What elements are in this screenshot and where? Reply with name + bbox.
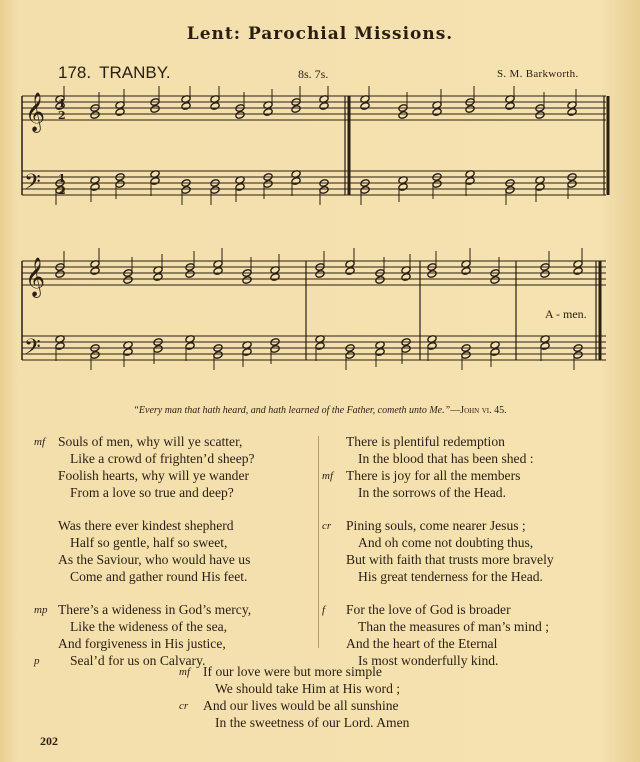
verse-line <box>58 534 255 551</box>
verse-text: Half so gentle, half so sweet, <box>70 535 228 550</box>
verse-line <box>322 517 554 534</box>
note-head <box>153 273 163 282</box>
bass-clef: 𝄢 <box>24 170 41 200</box>
verse-text: Seal’d for us on Calvary. <box>70 653 206 668</box>
time-signature-top: 1 <box>58 97 66 110</box>
note-head <box>345 267 355 276</box>
stanza <box>179 663 410 731</box>
verse-text: In the sorrows of the Head. <box>358 485 506 500</box>
verse-line <box>346 534 554 551</box>
time-signature-bottom: 2 <box>58 184 66 197</box>
stanza <box>322 517 554 585</box>
hymn-meter: 8s. 7s. <box>298 67 329 81</box>
verse-line <box>346 635 554 652</box>
verse-line <box>346 484 554 501</box>
note-head <box>540 270 550 279</box>
verse-text: If our love were but more simple <box>203 664 382 679</box>
page-header: Lent: Parochial Missions. <box>186 24 454 44</box>
verse-line <box>346 568 554 585</box>
dynamic-marking: mf <box>179 666 190 678</box>
treble-clef: 𝄞 <box>25 257 46 297</box>
verse-text: Souls of men, why will ye scatter, <box>58 434 243 449</box>
verse-text: But with faith that trusts more bravely <box>346 552 554 567</box>
note-head <box>465 105 475 114</box>
note-head <box>123 276 133 285</box>
verse-line <box>58 517 255 534</box>
note-head <box>291 105 301 114</box>
verse-text: There is plentiful redemption <box>346 434 505 449</box>
verse-line <box>34 433 255 450</box>
verse-line <box>58 450 255 467</box>
note-head <box>181 102 191 111</box>
verse-text: Was there ever kindest shepherd <box>58 518 234 533</box>
verse-text: Like a crowd of frighten’d sheep? <box>70 451 255 466</box>
note-head <box>315 270 325 279</box>
note-head <box>567 108 577 117</box>
note-head <box>490 276 500 285</box>
verse-text: And forgiveness in His justice, <box>58 636 226 651</box>
verse-text: As the Saviour, who would have us <box>58 552 251 567</box>
verse-text: Pining souls, come nearer Jesus ; <box>346 518 526 533</box>
verse-text: Come and gather round His feet. <box>70 569 248 584</box>
verse-line <box>346 618 554 635</box>
verse-text: Like the wideness of the sea, <box>70 619 228 634</box>
note-head <box>401 273 411 282</box>
note-head <box>90 111 100 120</box>
music-score <box>0 86 640 396</box>
note-head <box>319 102 329 111</box>
verse-text: In the blood that has been shed : <box>358 451 534 466</box>
verse-text: There is joy for all the members <box>346 468 521 483</box>
note-head <box>213 267 223 276</box>
dynamic-marking: p <box>34 655 40 667</box>
time-signature-bottom: 2 <box>58 109 66 122</box>
note-head <box>55 270 65 279</box>
verse-line <box>58 635 255 652</box>
stanza <box>322 601 554 669</box>
amen-lyric: A - men. <box>545 307 587 321</box>
verse-line <box>58 467 255 484</box>
dynamic-marking: mp <box>34 604 48 616</box>
note-head <box>242 276 252 285</box>
note-head <box>150 105 160 114</box>
note-head <box>505 102 515 111</box>
note-head <box>235 111 245 120</box>
note-head <box>535 111 545 120</box>
verse-text: And our lives would be all sunshine <box>203 698 399 713</box>
note-head <box>432 108 442 117</box>
stanza <box>34 601 255 669</box>
verses-right-column <box>322 433 554 685</box>
verse-line <box>34 601 255 618</box>
note-head <box>461 267 471 276</box>
column-divider <box>318 436 319 648</box>
note-head <box>398 111 408 120</box>
epigraph-text: “Every man that hath heard, and hath learned of the Father, cometh unto Me.” <box>133 405 451 416</box>
verse-line <box>346 433 554 450</box>
note-head <box>375 276 385 285</box>
verse-line <box>58 484 255 501</box>
hymn-title <box>58 63 171 83</box>
note-head <box>270 273 280 282</box>
dynamic-marking: cr <box>322 520 332 532</box>
note-head <box>90 267 100 276</box>
verse-text: Is most wonderfully kind. <box>358 653 499 668</box>
treble-clef: 𝄞 <box>25 92 46 132</box>
verse-line <box>322 601 554 618</box>
dynamic-marking: mf <box>322 470 333 482</box>
verse-text: And oh come not doubting thus, <box>358 535 534 550</box>
verse-text: From a love so true and deep? <box>70 485 234 500</box>
note-head <box>573 267 583 276</box>
verse-text: In the sweetness of our Lord. Amen <box>215 715 410 730</box>
verse-line <box>322 467 554 484</box>
verse-line <box>203 714 409 731</box>
note-head <box>115 108 125 117</box>
verse-text: His great tenderness for the Head. <box>358 569 543 584</box>
verse-line <box>346 551 554 568</box>
stanza <box>322 433 554 501</box>
epigraph <box>0 405 640 416</box>
final-verse <box>179 663 410 747</box>
epigraph-reference: —John vi. 45. <box>450 405 507 416</box>
verse-text: Than the measures of man’s mind ; <box>358 619 550 634</box>
verse-text: Foolish hearts, why will ye wander <box>58 468 250 483</box>
verse-text: For the love of God is broader <box>346 602 511 617</box>
bass-clef: 𝄢 <box>24 335 41 365</box>
note-head <box>427 270 437 279</box>
note-head <box>210 102 220 111</box>
tune-name: TRANBY. <box>99 63 171 82</box>
verse-line <box>179 663 409 680</box>
verse-line <box>203 680 409 697</box>
note-head <box>263 108 273 117</box>
verse-line <box>58 618 255 635</box>
verses-left-column <box>34 433 255 685</box>
note-head <box>360 102 370 111</box>
verse-text: We should take Him at His word ; <box>215 681 401 696</box>
verse-text: There’s a wideness in God’s mercy, <box>58 602 252 617</box>
dynamic-marking: cr <box>179 700 189 712</box>
stanza <box>34 433 255 501</box>
verse-line <box>58 551 255 568</box>
verse-line <box>179 697 409 714</box>
verse-line <box>58 568 255 585</box>
composer-name: S. M. Barkworth. <box>497 68 579 80</box>
verse-text: And the heart of the Eternal <box>346 636 498 651</box>
verse-line <box>346 450 554 467</box>
page-number: 202 <box>40 734 58 748</box>
hymn-number: 178. <box>58 63 92 82</box>
dynamic-marking: f <box>322 604 326 616</box>
stanza <box>58 517 255 585</box>
note-head <box>185 270 195 279</box>
dynamic-marking: mf <box>34 436 45 448</box>
time-signature-top: 1 <box>58 172 66 185</box>
